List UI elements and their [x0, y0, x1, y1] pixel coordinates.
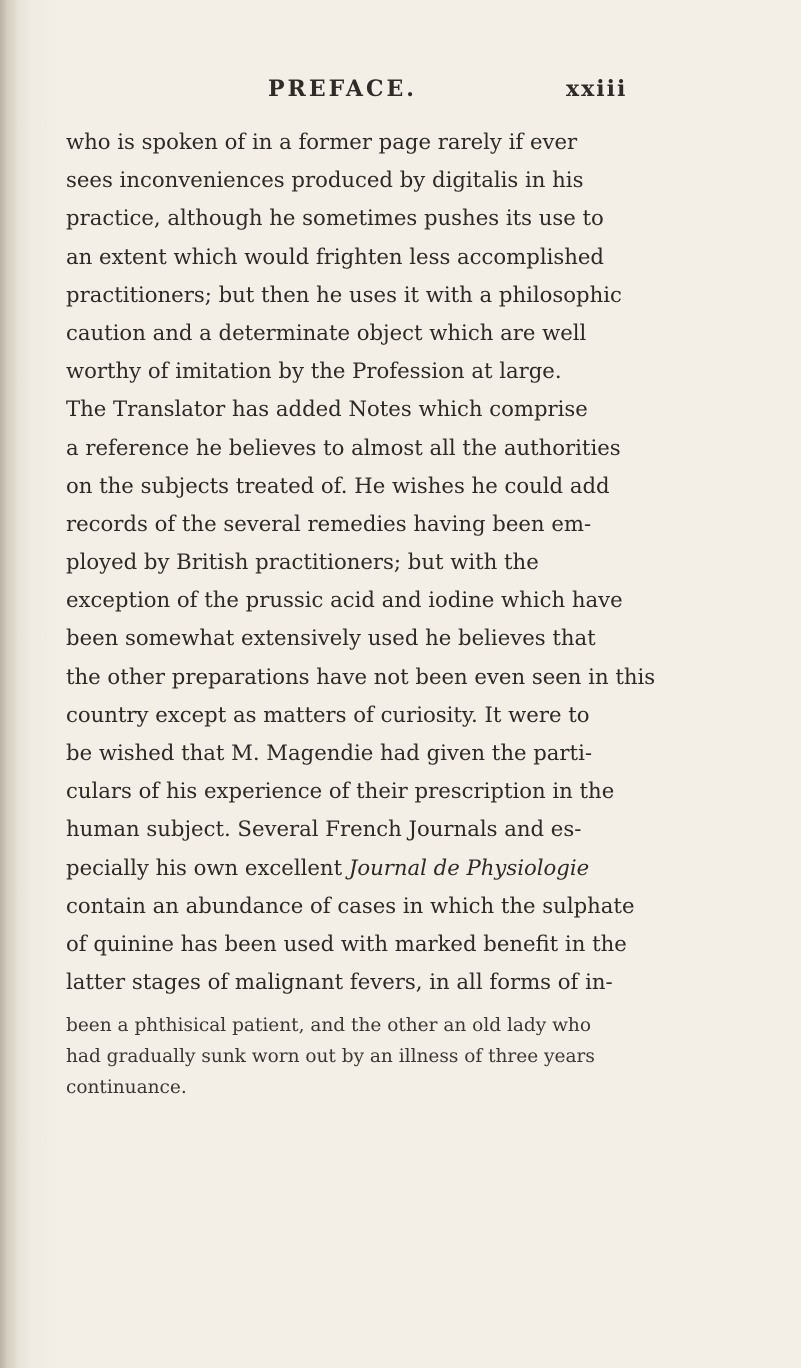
- text-line: of quinine has been used with marked benefit in the: [66, 930, 627, 956]
- text-line: worthy of imitation by the Profession at large.: [66, 358, 562, 384]
- text-line: records of the several remedies having been em-: [66, 510, 592, 536]
- text-line: practice, although he sometimes pushes its use to: [66, 205, 604, 231]
- text-line: be wished that M. Magendie had given the parti-: [66, 740, 593, 765]
- text-line: the other preparations have not been even seen in this: [66, 663, 656, 689]
- text-line: The Translator has added Notes which comprise: [66, 396, 588, 422]
- main-text-block: [66, 123, 656, 1001]
- footnote-block: [66, 1010, 626, 1103]
- footnote-line: continuance.: [66, 1077, 187, 1098]
- text-line: a reference he believes to almost all the authorities: [66, 434, 621, 460]
- footnote-line: been a phthisical patient, and the other an old lady who: [66, 1015, 591, 1036]
- running-title: PREFACE.: [268, 76, 417, 102]
- text-line: on the subjects treated of. He wishes he could add: [66, 472, 610, 498]
- text-line: culars of his experience of their prescription in the: [66, 778, 615, 804]
- text-line: who is spoken of in a former page rarely if ever: [66, 129, 578, 154]
- text-segment: pecially his own excellent: [66, 854, 349, 880]
- text-line: human subject. Several French Journals and es-: [66, 816, 582, 842]
- text-line: ployed by British practitioners; but with the: [66, 549, 539, 575]
- text-line: sees inconveniences produced by digitalis in his: [66, 167, 584, 193]
- page-number: xxiii: [566, 76, 628, 102]
- running-header: [0, 76, 801, 106]
- footnote-line: had gradually sunk worn out by an illness of three years: [66, 1046, 595, 1067]
- text-line: caution and a determinate object which are well: [66, 319, 587, 345]
- text-line: an extent which would frighten less accomplished: [66, 243, 604, 269]
- text-line: been somewhat extensively used he believes that: [66, 625, 596, 651]
- text-line-with-journal-title: [66, 849, 626, 887]
- journal-title: Journal de Physiologie: [348, 854, 590, 880]
- text-line: practitioners; but then he uses it with a philosophic: [66, 281, 622, 307]
- page-binding-shadow: [0, 0, 18, 1368]
- text-line: exception of the prussic acid and iodine which have: [66, 587, 623, 613]
- text-line: country except as matters of curiosity. It were to: [66, 701, 590, 727]
- text-line: latter stages of malignant fevers, in all forms of in-: [66, 969, 613, 995]
- text-line: contain an abundance of cases in which the sulphate: [66, 892, 635, 918]
